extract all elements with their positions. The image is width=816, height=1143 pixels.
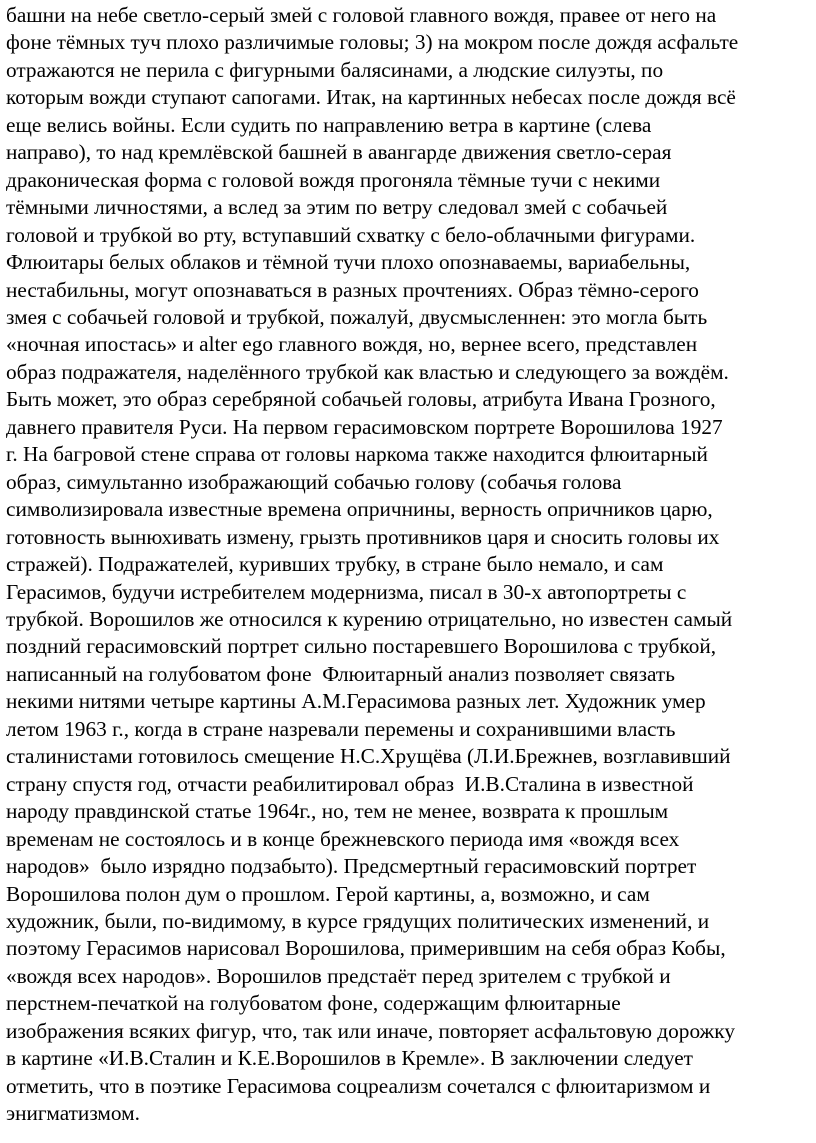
text-line: трубкой. Ворошилов же относился к курению отрицательно, но известен самый [6, 606, 733, 631]
text-line: сталинистами готовилось смещение Н.С.Хрущёва (Л.И.Брежнев, возглавивший [6, 744, 731, 769]
text-line: художник, были, по-видимому, в курсе грядущих политических изменений, и [6, 908, 710, 933]
text-line: «вождя всех народов». Ворошилов предстаёт перед зрителем с трубкой и [6, 963, 671, 988]
body-paragraph [6, 2, 812, 1128]
text-line: страну спустя год, отчасти реабилитировал образ И.В.Сталина в известной [6, 771, 694, 796]
text-line: тёмными личностями, а вслед за этим по ветру следовал змей с собачьей [6, 195, 668, 220]
text-line: Ворошилова полон дум о прошлом. Герой картины, а, возможно, и сам [6, 881, 650, 906]
text-line: Быть может, это образ серебряной собачьей головы, атрибута Ивана Грозного, [6, 387, 716, 412]
text-line: образ, симультанно изображающий собачью голову (собачья голова [6, 469, 622, 494]
text-line: стражей). Подражателей, куривших трубку, в стране было немало, и сам [6, 552, 664, 577]
text-line: летом 1963 г., когда в стране назревали перемены и сохранившими власть [6, 716, 676, 741]
text-line: поздний герасимовский портрет сильно постаревшего Ворошилова с трубкой, [6, 634, 717, 659]
text-line: временам не состоялось и в конце брежневского периода имя «вождя всех [6, 826, 680, 851]
text-line: образ подражателя, наделённого трубкой как властью и следующего за вождём. [6, 359, 729, 384]
text-line: отметить, что в поэтике Герасимова соцреализм сочетался с флюитаризмом и [6, 1073, 711, 1098]
text-line: изображения всяких фигур, что, так или иначе, повторяет асфальтовую дорожку [6, 1018, 735, 1043]
text-line: которым вожди ступают сапогами. Итак, на картинных небесах после дождя всё [6, 85, 736, 110]
text-line: в картине «И.В.Сталин и К.Е.Ворошилов в Кремле». В заключении следует [6, 1046, 693, 1071]
text-line: драконическая форма с головой вождя прогоняла тёмные тучи с некими [6, 167, 661, 192]
text-line: народов» было изрядно подзабыто). Предсмертный герасимовский портрет [6, 854, 697, 879]
text-line: змея с собачьей головой и трубкой, пожалуй, двусмысленнен: это могла быть [6, 304, 708, 329]
text-line: энигматизмом. [6, 1101, 140, 1126]
text-line: еще велись войны. Если судить по направлению ветра в картине (слева [6, 112, 652, 137]
text-line: готовность вынюхивать измену, грызть противников царя и сносить головы их [6, 524, 720, 549]
text-line: «ночная ипостась» и alter ego главного вождя, но, вернее всего, представлен [6, 332, 698, 357]
text-line: г. На багровой стене справа от головы наркома также находится флюитарный [6, 442, 708, 467]
text-line: фоне тёмных туч плохо различимые головы; 3) на мокром после дождя асфальте [6, 30, 739, 55]
text-line: нестабильны, могут опознаваться в разных прочтениях. Образ тёмно-серого [6, 277, 699, 302]
text-line: головой и трубкой во рту, вступавший схватку с бело-облачными фигурами. [6, 222, 696, 247]
text-line: башни на небе светло-серый змей с головой главного вождя, правее от него на [6, 3, 717, 27]
text-line: некими нитями четыре картины А.М.Герасимова разных лет. Художник умер [6, 689, 706, 714]
text-line: направо), то над кремлёвской башней в авангарде движения светло-серая [6, 140, 672, 165]
text-line: Флюитары белых облаков и тёмной тучи плохо опознаваемы, вариабельны, [6, 250, 691, 275]
text-line: написанный на голубоватом фоне Флюитарный анализ позволяет связать [6, 661, 675, 686]
text-line: народу правдинской статье 1964г., но, тем не менее, возврата к прошлым [6, 799, 669, 824]
text-line: символизировала известные времена опричнины, верность опричников царю, [6, 497, 713, 522]
text-line: давнего правителя Руси. На первом герасимовском портрете Ворошилова 1927 [6, 414, 723, 439]
text-line: перстнем-печаткой на голубоватом фоне, содержащим флюитарные [6, 991, 621, 1016]
text-line: отражаются не перила с фигурными балясинами, а людские силуэты, по [6, 57, 664, 82]
text-line: Герасимов, будучи истребителем модернизма, писал в 30-х автопортреты с [6, 579, 687, 604]
text-line: поэтому Герасимов нарисовал Ворошилова, примерившим на себя образ Кобы, [6, 936, 726, 961]
